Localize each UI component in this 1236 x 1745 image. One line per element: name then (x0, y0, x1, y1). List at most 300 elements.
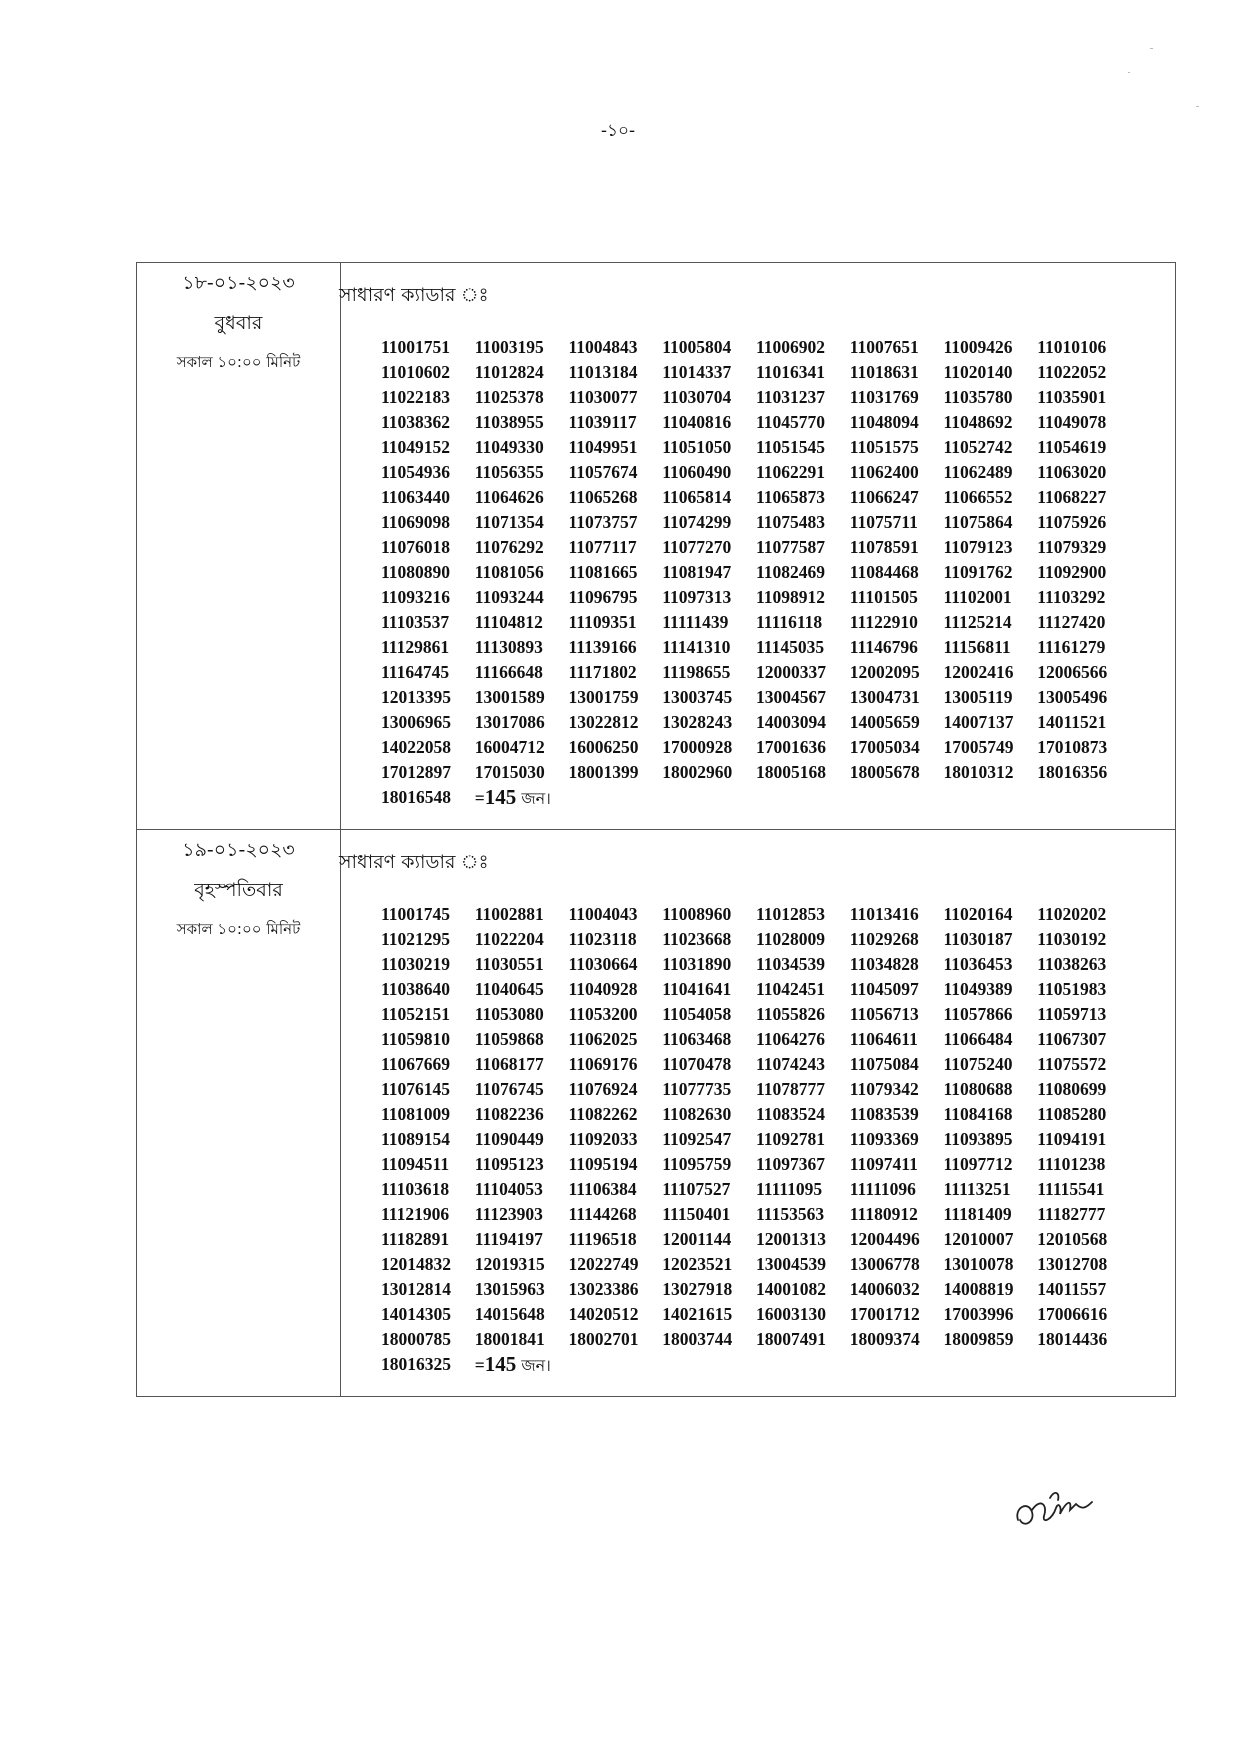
roll-number: 13004539 (756, 1254, 826, 1274)
roll-number: 13004731 (849, 687, 920, 707)
roll-number: 11036453 (943, 954, 1013, 974)
roll-number: 11076745 (474, 1079, 544, 1099)
roll-number: 11004843 (568, 337, 638, 357)
roll-number: 11093216 (381, 587, 451, 607)
roll-number: 14021615 (662, 1304, 733, 1324)
roll-number: 11109351 (568, 612, 637, 632)
roll-number: 11092900 (1037, 562, 1107, 582)
roll-number: 17003996 (943, 1304, 1014, 1324)
roll-number: 11006902 (756, 337, 826, 357)
roll-number: 11076924 (568, 1079, 638, 1099)
roll-number: 11081665 (568, 562, 638, 582)
roll-number: 11125214 (943, 612, 1012, 632)
roll-number: 16004712 (474, 737, 545, 757)
total-number: 145 (484, 785, 517, 809)
roll-number: 11038263 (1037, 954, 1107, 974)
total-number: 145 (484, 1352, 517, 1376)
roll-number: 11075240 (943, 1054, 1013, 1074)
roll-number: 11077270 (662, 537, 732, 557)
roll-number: 11038640 (381, 979, 451, 999)
roll-number: 13028243 (662, 712, 733, 732)
roll-number: 11063020 (1037, 462, 1107, 482)
candidate-total (475, 785, 551, 811)
roll-number: 11093369 (849, 1129, 919, 1149)
roll-number: 11053080 (474, 1004, 544, 1024)
roll-number: 11039117 (568, 412, 637, 432)
roll-number: 13012708 (1037, 1254, 1108, 1274)
roll-number: 13001589 (474, 687, 545, 707)
roll-number: 11004043 (568, 904, 638, 924)
roll-number: 13027918 (662, 1279, 733, 1299)
roll-number: 11067669 (381, 1054, 451, 1074)
roll-number: 11096795 (568, 587, 638, 607)
roll-number: 18003744 (662, 1329, 733, 1349)
roll-number: 11023668 (662, 929, 732, 949)
roll-number: 12022749 (568, 1254, 639, 1274)
roll-number: 11156811 (943, 637, 1011, 657)
roll-number: 11030551 (474, 954, 544, 974)
roll-list (381, 335, 1131, 811)
roll-number: 11116118 (756, 612, 823, 632)
roll-number: 11063468 (662, 1029, 732, 1049)
roll-number: 18014436 (1037, 1329, 1108, 1349)
roll-number: 11066484 (943, 1029, 1013, 1049)
exam-date: ১৮-০১-২০২৩ (182, 272, 295, 294)
date-cell (137, 830, 341, 1397)
roll-number: 11071354 (474, 512, 544, 532)
roll-number: 11101238 (1037, 1154, 1106, 1174)
roll-number: 11073757 (568, 512, 638, 532)
roll-number: 11145035 (756, 637, 825, 657)
roll-number: 11111096 (849, 1179, 916, 1199)
roll-number: 11101505 (849, 587, 918, 607)
roll-number: 11094511 (381, 1154, 450, 1174)
roll-number: 11196518 (568, 1229, 637, 1249)
roll-number: 14011521 (1037, 712, 1107, 732)
exam-day: বৃহস্পতিবার (194, 879, 283, 901)
roll-number: 11008960 (662, 904, 732, 924)
roll-number: 11077735 (662, 1079, 732, 1099)
total-unit: জন। (516, 789, 551, 808)
roll-number: 11130893 (474, 637, 543, 657)
roll-number: 11063440 (381, 487, 451, 507)
roll-number: 11079329 (1037, 537, 1107, 557)
roll-number: 11028009 (756, 929, 826, 949)
roll-number: 11104053 (474, 1179, 543, 1199)
scan-artifact (1128, 72, 1130, 73)
roll-number: 12023521 (662, 1254, 733, 1274)
roll-number: 16006250 (568, 737, 639, 757)
roll-number: 11045770 (756, 412, 826, 432)
roll-number: 11095759 (662, 1154, 732, 1174)
roll-number: 11022052 (1037, 362, 1107, 382)
roll-number: 11003195 (474, 337, 544, 357)
roll-number: 11010106 (1037, 337, 1107, 357)
roll-number: 14005659 (849, 712, 920, 732)
scan-artifact (1150, 48, 1153, 49)
roll-number: 11021295 (381, 929, 451, 949)
roll-number: 11049078 (1037, 412, 1107, 432)
roll-number: 11095123 (474, 1154, 544, 1174)
exam-day: বুধবার (214, 312, 263, 334)
roll-number: 14007137 (943, 712, 1014, 732)
roll-number: 11053200 (568, 1004, 638, 1024)
roll-cell (341, 263, 1176, 830)
roll-number: 11081056 (474, 562, 544, 582)
roll-number: 11064276 (756, 1029, 826, 1049)
roll-number: 11059810 (381, 1029, 451, 1049)
roll-number: 13023386 (568, 1279, 639, 1299)
roll-number: 11098912 (756, 587, 826, 607)
roll-number: 11093895 (943, 1129, 1013, 1149)
roll-number: 16003130 (756, 1304, 826, 1324)
roll-number: 11083524 (756, 1104, 826, 1124)
roll-number: 13003745 (662, 687, 733, 707)
roll-number: 11153563 (756, 1204, 825, 1224)
roll-number: 12010568 (1037, 1229, 1108, 1249)
roll-number: 11064626 (474, 487, 544, 507)
roll-number: 18002960 (662, 762, 733, 782)
roll-number: 11068177 (474, 1054, 544, 1074)
roll-number: 11001745 (381, 904, 451, 924)
roll-number: 11164745 (381, 662, 450, 682)
roll-number: 17015030 (474, 762, 545, 782)
roll-number: 17001636 (756, 737, 826, 757)
roll-number: 12000337 (756, 662, 826, 682)
roll-number: 11051545 (756, 437, 826, 457)
roll-number: 11056713 (849, 1004, 919, 1024)
roll-number: 11065268 (568, 487, 638, 507)
roll-number: 18007491 (756, 1329, 826, 1349)
roll-number: 11022204 (474, 929, 544, 949)
roll-number: 11054619 (1037, 437, 1107, 457)
roll-number: 11052151 (381, 1004, 451, 1024)
roll-number: 11040645 (474, 979, 544, 999)
cadre-heading: সাধারণ ক্যাডার ঃ (339, 284, 489, 306)
roll-number: 11030192 (1037, 929, 1107, 949)
roll-number: 18009374 (849, 1329, 920, 1349)
roll-number: 11056355 (474, 462, 544, 482)
roll-number: 11139166 (568, 637, 637, 657)
roll-number: 11122910 (849, 612, 918, 632)
roll-number: 11057674 (568, 462, 638, 482)
roll-number: 18016325 (381, 1354, 451, 1374)
roll-number: 14008819 (943, 1279, 1014, 1299)
roll-number: 11092781 (756, 1129, 826, 1149)
roll-number: 11051050 (662, 437, 732, 457)
roll-number: 11062025 (568, 1029, 638, 1049)
roll-number: 13001759 (568, 687, 639, 707)
roll-number: 12013395 (381, 687, 451, 707)
roll-number: 11055826 (756, 1004, 826, 1024)
roll-number: 11182891 (381, 1229, 450, 1249)
roll-number: 11018631 (849, 362, 919, 382)
roll-number: 12019315 (474, 1254, 545, 1274)
roll-number: 11012853 (756, 904, 826, 924)
roll-number: 11052742 (943, 437, 1013, 457)
roll-number: 14011557 (1037, 1279, 1107, 1299)
roll-number: 11022183 (381, 387, 451, 407)
total-unit: জন। (516, 1356, 551, 1375)
roll-number: 13017086 (474, 712, 545, 732)
exam-date: ১৯-০১-২০২৩ (182, 839, 295, 861)
roll-number: 14001082 (756, 1279, 826, 1299)
roll-number: 11111439 (662, 612, 729, 632)
roll-number: 18016356 (1037, 762, 1108, 782)
roll-number: 14003094 (756, 712, 826, 732)
roll-number: 12006566 (1037, 662, 1108, 682)
roll-number: 11097367 (756, 1154, 826, 1174)
roll-number: 11113251 (943, 1179, 1011, 1199)
roll-number: 12002416 (943, 662, 1014, 682)
roll-number: 13015963 (474, 1279, 545, 1299)
roll-number: 12010007 (943, 1229, 1014, 1249)
roll-number: 11042451 (756, 979, 826, 999)
roll-number: 11067307 (1037, 1029, 1107, 1049)
total-prefix: = (474, 788, 485, 808)
roll-number: 11078591 (849, 537, 919, 557)
roll-number: 12001313 (756, 1229, 826, 1249)
roll-number: 11074243 (756, 1054, 826, 1074)
roll-number: 11079123 (943, 537, 1013, 557)
roll-number: 11182777 (1037, 1204, 1106, 1224)
roll-number: 11057866 (943, 1004, 1013, 1024)
roll-number: 11082630 (662, 1104, 732, 1124)
roll-number: 11065873 (756, 487, 826, 507)
roll-number: 11093244 (474, 587, 544, 607)
roll-number: 11127420 (1037, 612, 1106, 632)
page-number: -১০- (600, 121, 636, 141)
roll-number: 11092033 (568, 1129, 638, 1149)
exam-time: সকাল ১০:০০ মিনিট (176, 920, 301, 938)
roll-number: 11059868 (474, 1029, 544, 1049)
roll-number: 11080699 (1037, 1079, 1107, 1099)
roll-number: 11054936 (381, 462, 451, 482)
roll-number: 18001399 (568, 762, 639, 782)
roll-number: 11076018 (381, 537, 451, 557)
roll-number: 11074299 (662, 512, 732, 532)
roll-number: 11085280 (1037, 1104, 1107, 1124)
roll-number: 11069098 (381, 512, 451, 532)
schedule-row (137, 830, 1176, 1397)
roll-number: 11075572 (1037, 1054, 1107, 1074)
roll-number: 11095194 (568, 1154, 638, 1174)
roll-number: 11041641 (662, 979, 732, 999)
roll-number: 11031890 (662, 954, 732, 974)
roll-number: 18005168 (756, 762, 826, 782)
roll-number: 11106384 (568, 1179, 637, 1199)
roll-number: 11075711 (849, 512, 918, 532)
roll-number: 14015648 (474, 1304, 545, 1324)
roll-number: 11198655 (662, 662, 731, 682)
roll-number: 11102001 (943, 587, 1012, 607)
roll-number: 11023118 (568, 929, 637, 949)
roll-number: 11181409 (943, 1204, 1012, 1224)
roll-number: 11080688 (943, 1079, 1013, 1099)
roll-number: 18001841 (474, 1329, 545, 1349)
roll-number: 11107527 (662, 1179, 731, 1199)
roll-number: 17005749 (943, 737, 1014, 757)
roll-number: 11161279 (1037, 637, 1106, 657)
roll-number: 11082262 (568, 1104, 638, 1124)
roll-number: 11020140 (943, 362, 1013, 382)
scan-artifact (1196, 106, 1199, 107)
roll-number: 11054058 (662, 1004, 732, 1024)
roll-number: 11049951 (568, 437, 638, 457)
roll-number: 11002881 (474, 904, 544, 924)
roll-number: 11103537 (381, 612, 450, 632)
roll-number: 11029268 (849, 929, 919, 949)
roll-number: 11013416 (849, 904, 919, 924)
roll-number: 11092547 (662, 1129, 732, 1149)
roll-number: 11076145 (381, 1079, 451, 1099)
roll-number: 11150401 (662, 1204, 731, 1224)
roll-number: 11075926 (1037, 512, 1107, 532)
roll-number: 17001712 (849, 1304, 920, 1324)
roll-number: 13005496 (1037, 687, 1108, 707)
roll-number: 11070478 (662, 1054, 732, 1074)
roll-number: 11062489 (943, 462, 1013, 482)
roll-number: 11030664 (568, 954, 638, 974)
roll-number: 13010078 (943, 1254, 1014, 1274)
signature (1010, 1480, 1100, 1540)
roll-number: 11051575 (849, 437, 919, 457)
roll-cell (341, 830, 1176, 1397)
roll-number: 11045097 (849, 979, 919, 999)
exam-time: সকাল ১০:০০ মিনিট (176, 353, 301, 371)
roll-number: 11081009 (381, 1104, 451, 1124)
roll-number: 11035901 (1037, 387, 1107, 407)
roll-number: 14022058 (381, 737, 451, 757)
roll-number: 18010312 (943, 762, 1014, 782)
roll-number: 11082236 (474, 1104, 544, 1124)
roll-number: 11103618 (381, 1179, 450, 1199)
roll-number: 11080890 (381, 562, 451, 582)
roll-number: 11097411 (849, 1154, 918, 1174)
roll-number: 14020512 (568, 1304, 639, 1324)
roll-number: 17006616 (1037, 1304, 1108, 1324)
roll-number: 11171802 (568, 662, 637, 682)
roll-number: 13022812 (568, 712, 639, 732)
roll-number: 11180912 (849, 1204, 918, 1224)
roll-number: 18009859 (943, 1329, 1014, 1349)
cadre-heading: সাধারণ ক্যাডার ঃ (339, 851, 489, 873)
roll-number: 11104812 (474, 612, 543, 632)
roll-number: 14014305 (381, 1304, 451, 1324)
roll-number: 11103292 (1037, 587, 1106, 607)
roll-number: 11034828 (849, 954, 919, 974)
roll-number: 13004567 (756, 687, 826, 707)
roll-number: 17012897 (381, 762, 451, 782)
roll-number: 11065814 (662, 487, 732, 507)
roll-number: 11010602 (381, 362, 451, 382)
roll-number: 11013184 (568, 362, 638, 382)
roll-number: 11049389 (943, 979, 1013, 999)
roll-number: 11049330 (474, 437, 544, 457)
roll-number: 11025378 (474, 387, 544, 407)
roll-number: 18005678 (849, 762, 920, 782)
roll-number: 17005034 (849, 737, 920, 757)
roll-number: 11082469 (756, 562, 826, 582)
roll-number: 11075864 (943, 512, 1013, 532)
roll-number: 11049152 (381, 437, 451, 457)
roll-number: 11097712 (943, 1154, 1013, 1174)
roll-number: 11066552 (943, 487, 1013, 507)
roll-number: 11030704 (662, 387, 732, 407)
roll-number: 11144268 (568, 1204, 637, 1224)
roll-number: 17010873 (1037, 737, 1108, 757)
roll-number: 11076292 (474, 537, 544, 557)
roll-number: 11075084 (849, 1054, 919, 1074)
roll-number: 13006965 (381, 712, 451, 732)
roll-number: 11014337 (662, 362, 732, 382)
roll-number: 11097313 (662, 587, 732, 607)
roll-number: 11007651 (849, 337, 919, 357)
roll-number: 18016548 (381, 787, 451, 807)
roll-number: 11001751 (381, 337, 451, 357)
roll-number: 11030077 (568, 387, 638, 407)
roll-number: 11060490 (662, 462, 732, 482)
roll-number: 11115541 (1037, 1179, 1105, 1199)
roll-number: 11111095 (756, 1179, 823, 1199)
roll-number: 13006778 (849, 1254, 920, 1274)
roll-number: 12001144 (662, 1229, 732, 1249)
roll-number: 11020164 (943, 904, 1013, 924)
roll-number: 11009426 (943, 337, 1013, 357)
roll-number: 11078777 (756, 1079, 826, 1099)
exam-schedule-table (136, 262, 1176, 1397)
roll-number: 11066247 (849, 487, 919, 507)
roll-number: 11081947 (662, 562, 732, 582)
roll-number: 11069176 (568, 1054, 638, 1074)
roll-number: 11030219 (381, 954, 451, 974)
roll-number: 11123903 (474, 1204, 543, 1224)
roll-number: 11077117 (568, 537, 637, 557)
roll-number: 11035780 (943, 387, 1013, 407)
schedule-row (137, 263, 1176, 830)
roll-number: 17000928 (662, 737, 733, 757)
roll-number: 13005119 (943, 687, 1013, 707)
roll-number: 11084468 (849, 562, 919, 582)
roll-number: 11077587 (756, 537, 826, 557)
roll-number: 11090449 (474, 1129, 544, 1149)
candidate-total (475, 1352, 551, 1378)
roll-number: 11091762 (943, 562, 1013, 582)
roll-number: 11030187 (943, 929, 1013, 949)
roll-number: 11089154 (381, 1129, 451, 1149)
roll-number: 11079342 (849, 1079, 919, 1099)
roll-number: 11075483 (756, 512, 826, 532)
roll-number: 11031769 (849, 387, 919, 407)
roll-number: 11034539 (756, 954, 826, 974)
date-cell (137, 263, 341, 830)
roll-number: 11194197 (474, 1229, 543, 1249)
roll-number: 11062400 (849, 462, 919, 482)
roll-number: 11129861 (381, 637, 450, 657)
roll-number: 18000785 (381, 1329, 451, 1349)
roll-list (381, 902, 1131, 1378)
roll-number: 11068227 (1037, 487, 1107, 507)
roll-number: 11048692 (943, 412, 1013, 432)
roll-number: 11040928 (568, 979, 638, 999)
roll-number: 11084168 (943, 1104, 1013, 1124)
roll-number: 11048094 (849, 412, 919, 432)
roll-number: 11141310 (662, 637, 731, 657)
roll-number: 11146796 (849, 637, 918, 657)
roll-number: 11051983 (1037, 979, 1107, 999)
roll-number: 11005804 (662, 337, 732, 357)
roll-number: 14006032 (849, 1279, 920, 1299)
